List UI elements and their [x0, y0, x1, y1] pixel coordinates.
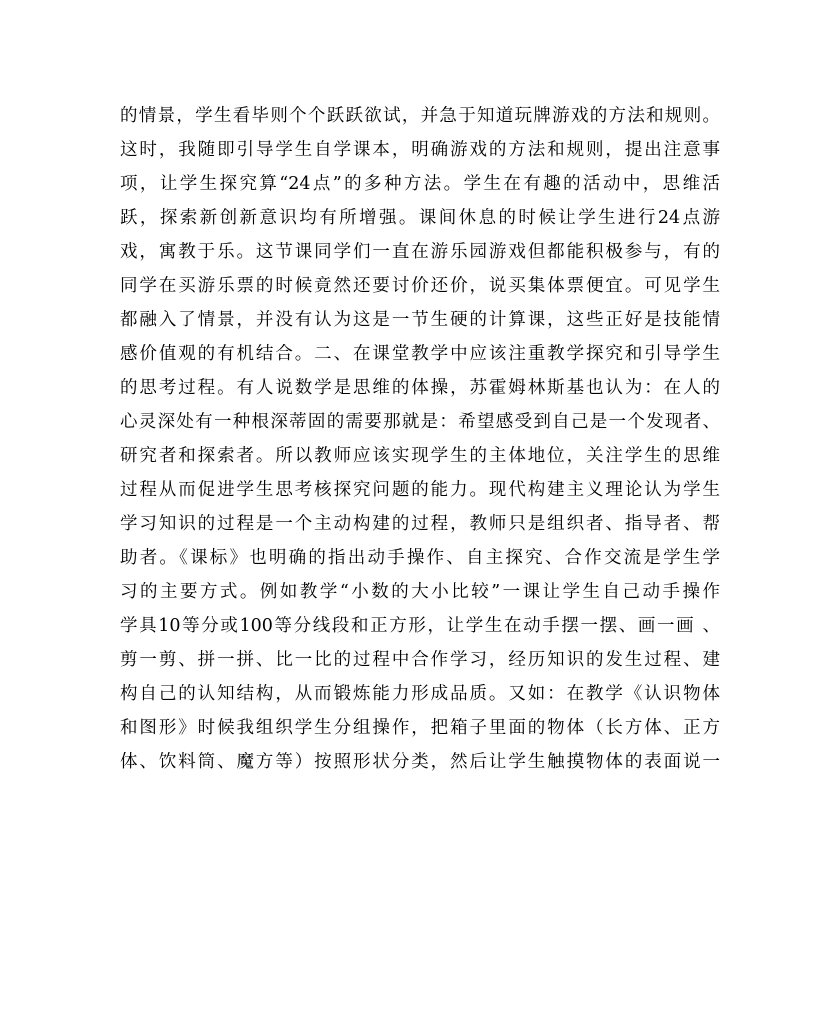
text-line: 的思考过程。有人说数学是思维的体操，苏霍姆林斯基也认为：在人的: [120, 378, 720, 398]
text-line: 的情景，学生看毕则个个跃跃欲试，并急于知道玩牌游戏的方法和规则。: [120, 106, 720, 126]
text-line: 研究者和探索者。所以教师应该实现学生的主体地位，关注学生的思维: [120, 446, 720, 466]
text-line: 都融入了情景，并没有认为这是一节生硬的计算课，这些正好是技能情: [120, 310, 720, 330]
text-line: 剪一剪、拼一拼、比一比的过程中合作学习，经历知识的发生过程、建: [120, 650, 720, 670]
text-line: 感价值观的有机结合。二、在课堂教学中应该注重教学探究和引导学生: [120, 344, 720, 364]
text-line: 和图形》时候我组织学生分组操作，把箱子里面的物体（长方体、正方: [120, 718, 720, 738]
text-line: 习的主要方式。例如教学“小数的大小比较”一课让学生自己动手操作: [120, 582, 720, 602]
text-line: 学具10等分或100等分线段和正方形，让学生在动手摆一摆、画一画 、: [120, 616, 720, 636]
text-line: 项，让学生探究算“24点”的多种方法。学生在有趣的活动中，思维活: [120, 174, 720, 194]
text-line: 心灵深处有一种根深蒂固的需要那就是：希望感受到自己是一个发现者、: [120, 412, 720, 432]
text-line: 构自己的认知结构，从而锻炼能力形成品质。又如：在教学《认识物体: [120, 684, 720, 704]
text-line: 这时，我随即引导学生自学课本，明确游戏的方法和规则，提出注意事: [120, 140, 720, 160]
text-line: 过程从而促进学生思考核探究问题的能力。现代构建主义理论认为学生: [120, 480, 720, 500]
body-text: [120, 99, 720, 779]
text-line: 戏，寓教于乐。这节课同学们一直在游乐园游戏但都能积极参与，有的: [120, 242, 720, 262]
text-line: 跃，探索新创新意识均有所增强。课间休息的时候让学生进行24点游: [120, 208, 720, 228]
text-line: 助者。《课标》也明确的指出动手操作、自主探究、合作交流是学生学: [120, 548, 720, 568]
text-line: 体、饮料筒、魔方等）按照形状分类，然后让学生触摸物体的表面说一: [120, 752, 720, 772]
text-line: 同学在买游乐票的时候竟然还要讨价还价，说买集体票便宜。可见学生: [120, 276, 720, 296]
text-line: 学习知识的过程是一个主动构建的过程，教师只是组织者、指导者、帮: [120, 514, 720, 534]
